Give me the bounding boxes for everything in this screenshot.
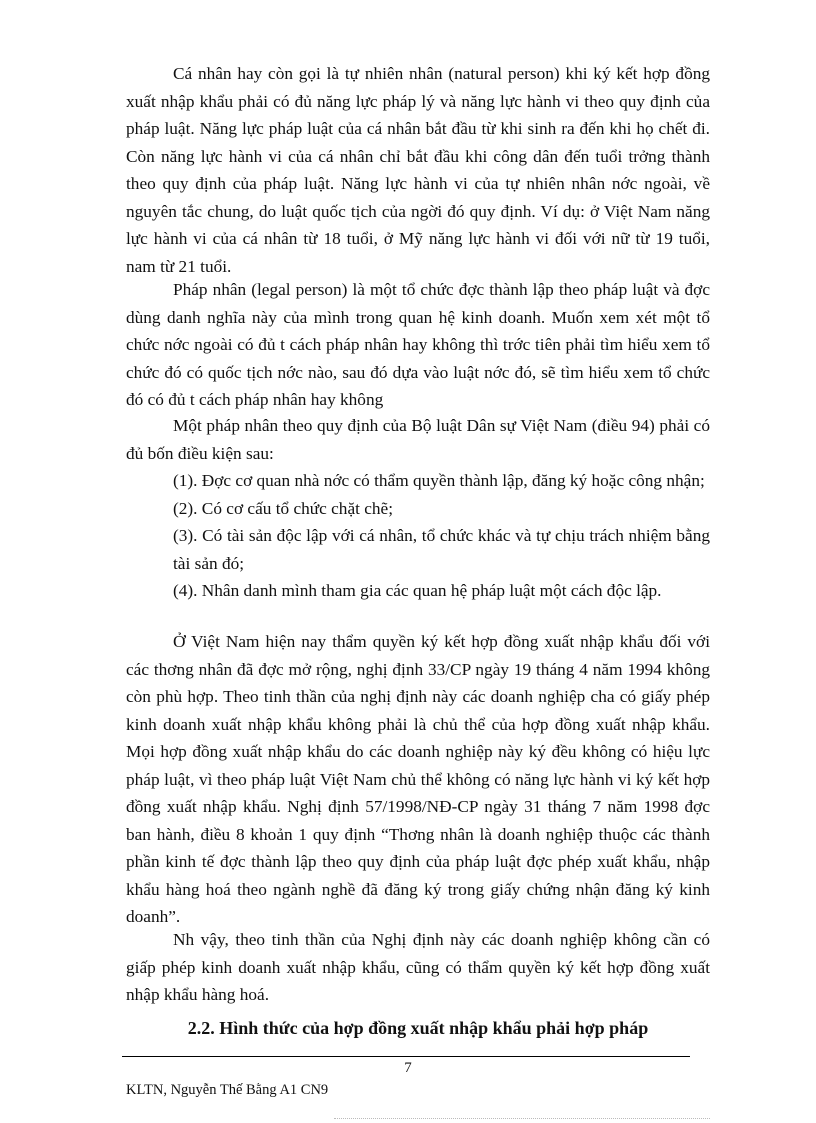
paragraph-text: Nh vậy, theo tinh thần của Nghị định này các doanh nghiệp không cần có giấp phép kinh doanh xuất nhập khẩu, cũng có thẩm quyền ký kết hợp đồng xuất nhập khẩu hàng hoá.: [126, 930, 710, 1004]
paragraph-natural-person: [126, 60, 710, 280]
bottom-dotted-line: [334, 1118, 710, 1119]
list-item: (2). Có cơ cấu tổ chức chặt chẽ;: [173, 498, 394, 518]
footer-divider: [122, 1056, 690, 1057]
paragraph-text: Pháp nhân (legal person) là một tổ chức đợc thành lập theo pháp luật và đợc dùng danh nghĩa này của mình trong quan hệ kinh doanh. Muốn xem xét một tổ chức nớc ngoài có đủ t cách pháp nhân hay không thì trớc tiên phải tìm hiểu xem tổ chức đó có quốc tịch nớc nào, sau đó dựa vào luật nớc đó, sẽ tìm hiểu xem tổ chức đó có đủ t cách pháp nhân hay không: [126, 280, 710, 409]
paragraph-conditions-intro: [126, 412, 710, 467]
paragraph-vietnam-authority: [126, 628, 710, 931]
section-heading: 2.2. Hình thức của hợp đồng xuất nhập khẩu phải hợp pháp: [187, 1018, 649, 1038]
paragraph-legal-person: [126, 276, 710, 414]
conditions-list: [126, 467, 710, 605]
list-item: (3). Có tài sản độc lập với cá nhân, tổ chức khác và tự chịu trách nhiệm bằng tài sản đó;: [173, 526, 710, 573]
list-item: (4). Nhân danh mình tham gia các quan hệ pháp luật một cách độc lập.: [173, 581, 662, 600]
page-number: 7: [404, 1060, 412, 1076]
list-item: (1). Đợc cơ quan nhà nớc có thẩm quyền thành lập, đăng ký hoặc công nhận;: [173, 471, 705, 490]
paragraph-text: Ở Việt Nam hiện nay thẩm quyền ký kết hợp đồng xuất nhập khẩu đối với các thơng nhân đã đợc mở rộng, nghị định 33/CP ngày 19 tháng 4 năm 1994 không còn phù hợp. Theo tinh thần của nghị định này các doanh nghiệp cha có giấy phép kinh doanh xuất nhập khẩu không phải là chủ thể của hợp đồng xuất nhập khẩu. Mọi hợp đồng xuất nhập khẩu do các doanh nghiệp này ký đều không có hiệu lực pháp luật, vì theo pháp luật Việt Nam chủ thể không có năng lực hành vi ký kết hợp đồng xuất nhập khẩu. Nghị định 57/1998/NĐ-CP ngày 31 tháng 7 năm 1998 đợc ban hành, điều 8 khoản 1 quy định “Thơng nhân là doanh nghiệp thuộc các thành phần kinh tế đợc thành lập theo quy định của pháp luật đợc phép xuất khẩu, nhập khẩu hàng hoá theo ngành nghề đã đăng ký trong giấy chứng nhận đăng ký kinh doanh”.: [126, 632, 710, 926]
footer-text: KLTN, Nguyễn Thế Bằng A1 CN9: [126, 1082, 329, 1098]
paragraph-conclusion: [126, 926, 710, 1009]
paragraph-text: Cá nhân hay còn gọi là tự nhiên nhân (natural person) khi ký kết hợp đồng xuất nhập khẩu phải có đủ năng lực pháp lý và năng lực hành vi theo quy định của pháp luật. Năng lực pháp luật của cá nhân bắt đầu từ khi sinh ra đến khi họ chết đi. Còn năng lực hành vi của cá nhân chỉ bắt đầu khi công dân đến tuổi trởng thành theo quy định của pháp luật. Năng lực hành vi của tự nhiên nhân nớc ngoài, về nguyên tắc chung, do luật quốc tịch của ngời đó quy định. Ví dụ: ở Việt Nam năng lực hành vi của cá nhân từ 18 tuổi, ở Mỹ năng lực hành vi đối với nữ từ 19 tuổi, nam từ 21 tuổi.: [126, 64, 710, 276]
paragraph-text: Một pháp nhân theo quy định của Bộ luật Dân sự Việt Nam (điều 94) phải có đủ bốn điều kiện sau:: [126, 416, 710, 463]
